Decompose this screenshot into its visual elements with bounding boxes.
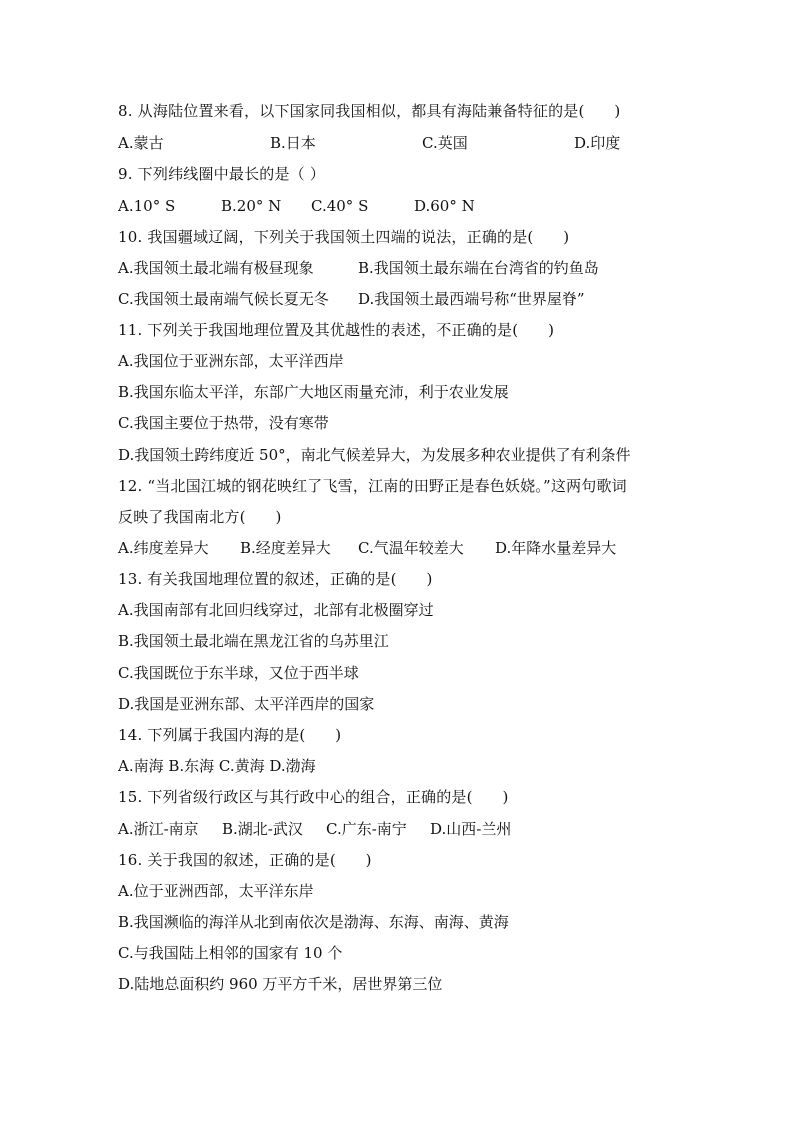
question-15-stem: 15. 下列省级行政区与其行政中心的组合，正确的是( ) <box>118 788 509 806</box>
question-13-option-d: D.我国是亚洲东部、太平洋西岸的国家 <box>118 695 375 713</box>
question-10-option-b: B.我国领土最东端在台湾省的钓鱼岛 <box>358 259 599 277</box>
question-12-stem-continued: 反映了我国南北方( ) <box>118 508 282 526</box>
question-12-option-c: C.气温年较差大 <box>358 539 464 557</box>
question-10-option-a: A.我国领土最北端有极昼现象 <box>118 259 314 277</box>
question-16-option-d: D.陆地总面积约 960 万平方千米，居世界第三位 <box>118 975 443 993</box>
question-16-option-c: C.与我国陆上相邻的国家有 10 个 <box>118 944 343 962</box>
question-15-option-c: C.广东-南宁 <box>326 820 407 838</box>
question-9-option-d: D.60° N <box>414 197 475 215</box>
question-8-option-b: B.日本 <box>270 134 316 152</box>
question-11-stem: 11. 下列关于我国地理位置及其优越性的表述，不正确的是( ) <box>118 321 555 339</box>
question-9-stem: 9. 下列纬线圈中最长的是（ ） <box>118 165 326 183</box>
question-13-stem: 13. 有关我国地理位置的叙述，正确的是( ) <box>118 570 433 588</box>
question-8-stem: 8. 从海陆位置来看，以下国家同我国相似，都具有海陆兼备特征的是( ) <box>118 102 621 120</box>
question-16-option-a: A.位于亚洲西部，太平洋东岸 <box>118 882 314 900</box>
question-10-option-d: D.我国领土最西端号称“世界屋脊” <box>358 290 585 308</box>
question-8-option-c: C.英国 <box>422 134 468 152</box>
question-13-option-a: A.我国南部有北回归线穿过，北部有北极圈穿过 <box>118 601 434 619</box>
question-8-option-d: D.印度 <box>574 134 621 152</box>
question-11-option-d: D.我国领土跨纬度近 50°，南北气候差异大，为发展多种农业提供了有利条件 <box>118 446 631 464</box>
question-11-option-a: A.我国位于亚洲东部，太平洋西岸 <box>118 352 344 370</box>
question-16-stem: 16. 关于我国的叙述，正确的是( ) <box>118 851 372 869</box>
question-11-option-c: C.我国主要位于热带，没有寒带 <box>118 414 329 432</box>
question-14-options: A.南海 B.东海 C.黄海 D.渤海 <box>118 757 316 775</box>
question-15-option-d: D.山西-兰州 <box>430 820 512 838</box>
question-14-stem: 14. 下列属于我国内海的是( ) <box>118 726 342 744</box>
question-15-option-a: A.浙江-南京 <box>118 820 199 838</box>
question-8-option-a: A.蒙古 <box>118 134 164 152</box>
question-13-option-b: B.我国领土最北端在黑龙江省的乌苏里江 <box>118 632 389 650</box>
question-9-option-a: A.10° S <box>118 197 176 215</box>
question-15-option-b: B.湖北-武汉 <box>222 820 303 838</box>
question-13-option-c: C.我国既位于东半球，又位于西半球 <box>118 664 359 682</box>
question-12-stem: 12. “当北国江城的钢花映红了飞雪，江南的田野正是春色妖娆。”这两句歌词 <box>118 477 627 495</box>
question-12-option-d: D.年降水量差异大 <box>495 539 617 557</box>
question-10-stem: 10. 我国疆域辽阔，下列关于我国领土四端的说法，正确的是( ) <box>118 228 570 246</box>
question-10-option-c: C.我国领土最南端气候长夏无冬 <box>118 290 329 308</box>
question-12-option-b: B.经度差异大 <box>240 539 331 557</box>
question-11-option-b: B.我国东临太平洋，东部广大地区雨量充沛，利于农业发展 <box>118 383 509 401</box>
question-9-option-b: B.20° N <box>221 197 282 215</box>
question-16-option-b: B.我国濒临的海洋从北到南依次是渤海、东海、南海、黄海 <box>118 913 509 931</box>
question-12-option-a: A.纬度差异大 <box>118 539 209 557</box>
question-9-option-c: C.40° S <box>311 197 369 215</box>
